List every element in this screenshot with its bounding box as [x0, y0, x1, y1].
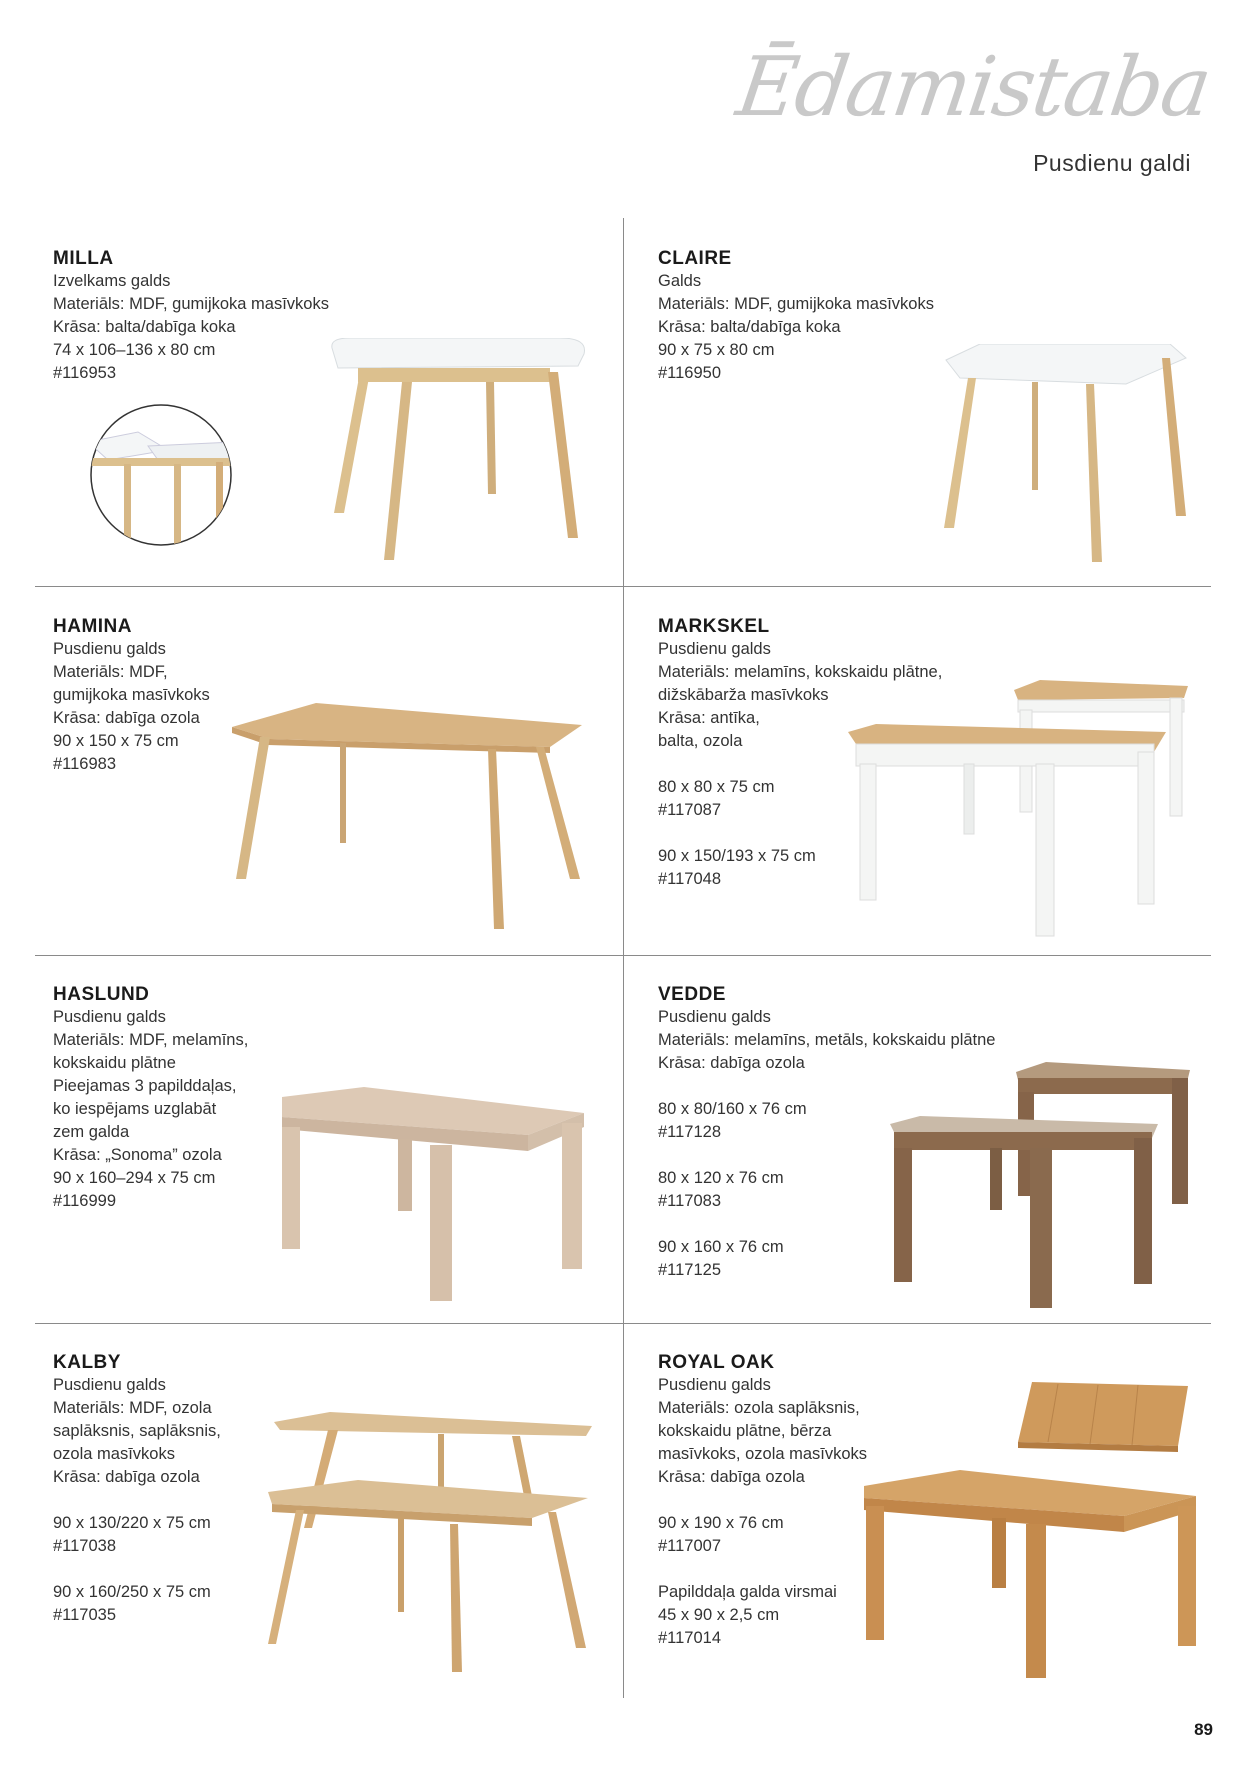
product-detail-line: 90 x 150 x 75 cm	[53, 732, 179, 750]
product-detail-line: Papilddaļa galda virsmai	[658, 1583, 837, 1601]
product-detail-line: Materiāls: MDF, ozola	[53, 1399, 212, 1417]
product-detail-line: #117014	[658, 1629, 722, 1647]
product-detail-line: Pusdienu galds	[53, 1376, 166, 1394]
milla-table-image	[320, 338, 590, 568]
product-haslund	[53, 983, 248, 1213]
product-detail-line: #117038	[53, 1537, 117, 1555]
product-detail-line: saplāksnis, saplāksnis,	[53, 1422, 221, 1440]
product-name: HAMINA	[53, 616, 132, 637]
product-detail-line: 80 x 120 x 76 cm	[658, 1169, 784, 1187]
product-detail-line: Materiāls: MDF, gumijkoka masīvkoks	[658, 295, 934, 313]
product-detail-line: Pusdienu galds	[658, 640, 771, 658]
hamina-table-image	[232, 703, 584, 931]
product-detail-line: balta, ozola	[658, 732, 743, 750]
product-detail-line: Materiāls: MDF, melamīns,	[53, 1031, 249, 1049]
product-royal-oak	[658, 1351, 867, 1650]
product-detail-line: 45 x 90 x 2,5 cm	[658, 1606, 780, 1624]
product-detail-line: #117083	[658, 1192, 722, 1210]
spacer	[53, 1489, 221, 1512]
product-name: MILLA	[53, 248, 114, 269]
product-detail-line: 90 x 190 x 76 cm	[658, 1514, 784, 1532]
product-detail-line: Izvelkams galds	[53, 272, 171, 290]
spacer	[658, 1558, 867, 1581]
product-detail-line: Galds	[658, 272, 702, 290]
product-detail-line: Pusdienu galds	[658, 1376, 771, 1394]
product-detail-line: Materiāls: melamīns, metāls, kokskaidu plātne	[658, 1031, 996, 1049]
product-name: KALBY	[53, 1352, 121, 1373]
spacer	[658, 1489, 867, 1512]
product-detail-line: #116953	[53, 364, 117, 382]
product-detail-line: dižskābarža masīvkoks	[658, 686, 829, 704]
product-detail-line: ozola masīvkoks	[53, 1445, 175, 1463]
product-detail-line: 80 x 80 x 75 cm	[658, 778, 775, 796]
royal-oak-leaf-image	[1018, 1382, 1194, 1454]
product-detail-line: #117125	[658, 1261, 722, 1279]
product-detail-line: #117048	[658, 870, 722, 888]
product-detail-line: Krāsa: dabīga ozola	[658, 1054, 805, 1072]
product-detail-line: #117007	[658, 1537, 722, 1555]
product-detail-line: Materiāls: ozola saplāksnis,	[658, 1399, 860, 1417]
product-detail-line: kokskaidu plātne	[53, 1054, 176, 1072]
product-name: MARKSKEL	[658, 616, 770, 637]
product-detail-line: #116950	[658, 364, 722, 382]
product-detail-line: Pieejamas 3 papilddaļas,	[53, 1077, 237, 1095]
product-detail-line: Krāsa: dabīga ozola	[658, 1468, 805, 1486]
product-name: CLAIRE	[658, 248, 732, 269]
product-detail-line: Krāsa: „Sonoma” ozola	[53, 1146, 222, 1164]
kalby-tables-image	[268, 1412, 594, 1674]
product-name: VEDDE	[658, 984, 726, 1005]
page-number: 89	[1194, 1720, 1213, 1739]
product-detail-line: Materiāls: MDF,	[53, 663, 168, 681]
vedde-tables-image	[890, 1062, 1195, 1310]
milla-extension-detail-image	[88, 402, 234, 548]
product-detail-line: 90 x 160 x 76 cm	[658, 1238, 784, 1256]
row-divider	[35, 586, 1211, 587]
product-detail-line: kokskaidu plātne, bērza	[658, 1422, 832, 1440]
product-detail-line: gumijkoka masīvkoks	[53, 686, 210, 704]
product-detail-line: #117035	[53, 1606, 117, 1624]
product-detail-line: 90 x 150/193 x 75 cm	[658, 847, 816, 865]
column-divider	[623, 218, 624, 1698]
product-name: ROYAL OAK	[658, 1352, 775, 1373]
haslund-table-image	[280, 1087, 590, 1303]
product-detail-line: Materiāls: MDF, gumijkoka masīvkoks	[53, 295, 329, 313]
row-divider	[35, 1323, 1211, 1324]
product-name: HASLUND	[53, 984, 150, 1005]
product-kalby	[53, 1351, 221, 1627]
claire-table-image	[940, 344, 1190, 564]
product-detail-line: #116983	[53, 755, 117, 773]
product-detail-line: 90 x 160/250 x 75 cm	[53, 1583, 211, 1601]
product-detail-line: 90 x 75 x 80 cm	[658, 341, 775, 359]
product-detail-line: #117128	[658, 1123, 722, 1141]
product-detail-line: 80 x 80/160 x 76 cm	[658, 1100, 807, 1118]
product-milla	[53, 247, 329, 385]
product-detail-line: Pusdienu galds	[53, 640, 166, 658]
product-detail-line: #116999	[53, 1192, 117, 1210]
product-detail-line: Materiāls: melamīns, kokskaidu plātne,	[658, 663, 943, 681]
product-detail-line: 90 x 160–294 x 75 cm	[53, 1169, 216, 1187]
product-detail-line: Krāsa: dabīga ozola	[53, 1468, 200, 1486]
product-detail-line: Krāsa: balta/dabīga koka	[53, 318, 236, 336]
markskel-tables-image	[848, 680, 1193, 938]
product-detail-line: ko iespējams uzglabāt	[53, 1100, 217, 1118]
product-claire	[658, 247, 934, 385]
product-detail-line: Pusdienu galds	[658, 1008, 771, 1026]
royal-oak-table-image	[864, 1470, 1199, 1680]
product-detail-line: Krāsa: antīka,	[658, 709, 760, 727]
section-script-title: Ēdamistaba	[731, 40, 1216, 135]
product-detail-line: masīvkoks, ozola masīvkoks	[658, 1445, 868, 1463]
product-detail-line: 74 x 106–136 x 80 cm	[53, 341, 216, 359]
row-divider	[35, 955, 1211, 956]
product-detail-line: #117087	[658, 801, 722, 819]
product-detail-line: 90 x 130/220 x 75 cm	[53, 1514, 211, 1532]
product-detail-line: zem galda	[53, 1123, 130, 1141]
product-hamina	[53, 615, 210, 776]
product-detail-line: Pusdienu galds	[53, 1008, 166, 1026]
product-detail-line: Krāsa: balta/dabīga koka	[658, 318, 841, 336]
product-detail-line: Krāsa: dabīga ozola	[53, 709, 200, 727]
spacer	[53, 1558, 221, 1581]
section-subtitle: Pusdienu galdi	[1033, 150, 1191, 176]
